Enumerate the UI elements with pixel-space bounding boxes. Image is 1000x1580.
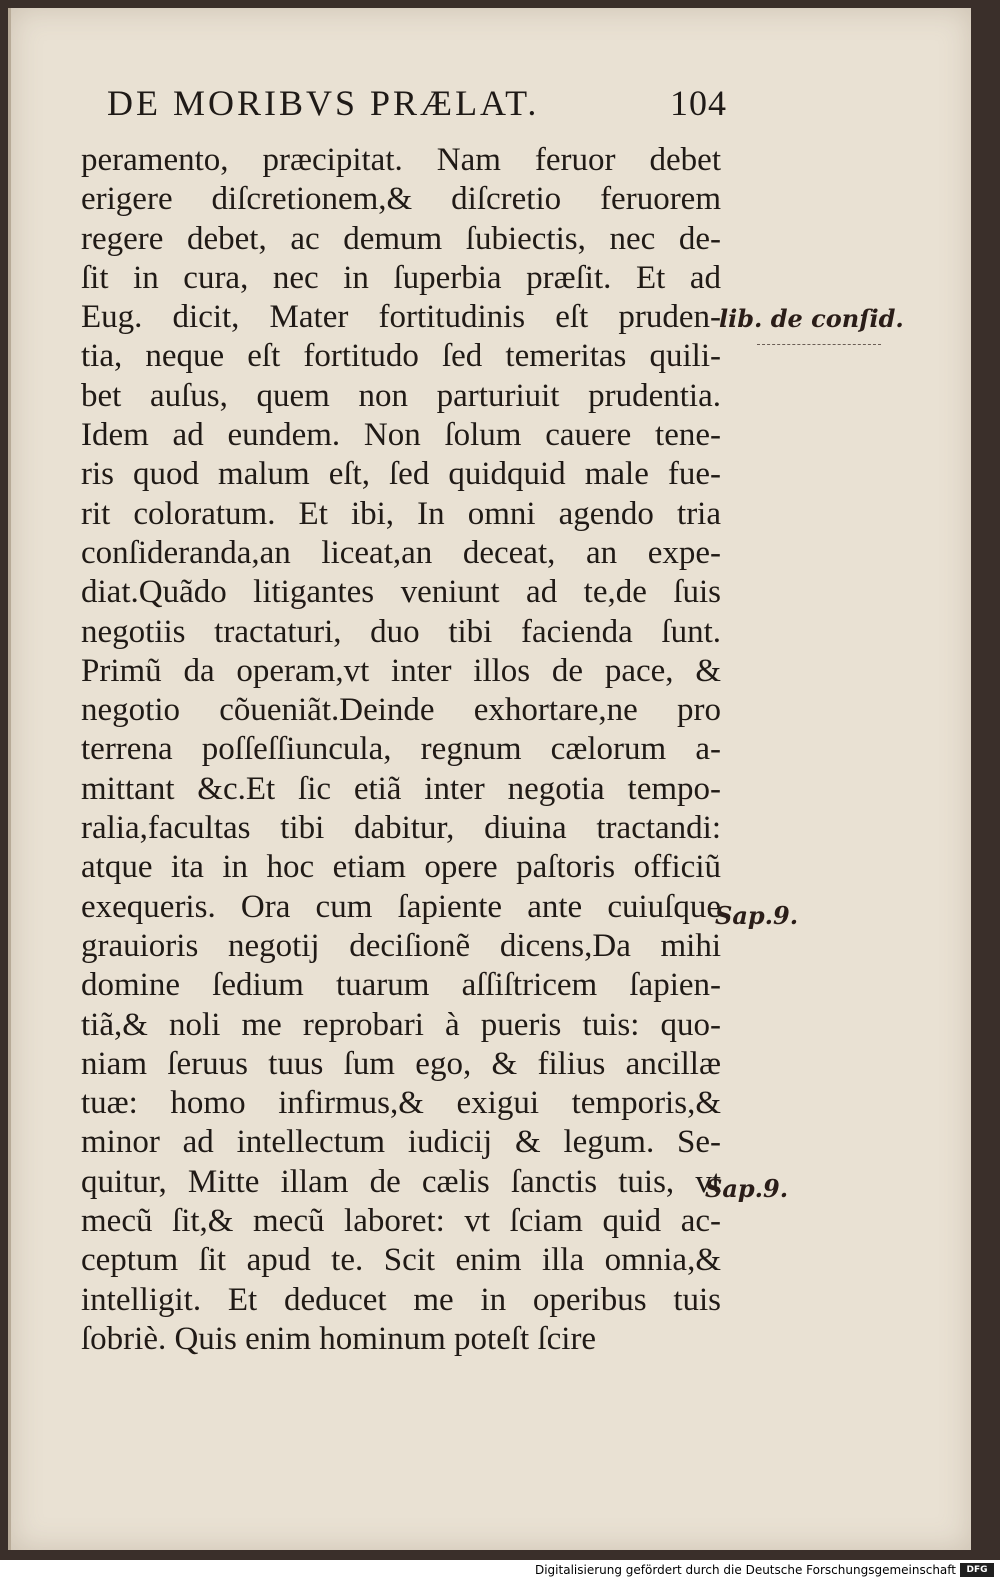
running-title: DE MORIBVS PRÆLAT. <box>107 83 540 123</box>
text-line: peramento, præcipitat. Nam feruor debet <box>81 142 721 178</box>
dfg-logo: DFG <box>960 1563 994 1577</box>
margin-note-sap-9-b: Sap.9. <box>705 1174 789 1203</box>
text-line: ris quod malum eſt, ſed quidquid male fue- <box>81 456 721 493</box>
text-line: ralia,facultas tibi dabitur, diuina tractandi: <box>81 810 721 847</box>
text-line: niam ſeruus tuus ſum ego, & filius ancillæ <box>81 1045 721 1082</box>
text-line: mecũ ſit,& mecũ laboret: vt ſciam quid ac- <box>81 1203 721 1240</box>
text-line: terrena poſſeſſiuncula, regnum cælorum a- <box>81 731 721 768</box>
text-line: Eug. dicit, Mater fortitudinis eſt pruden- <box>81 299 721 336</box>
text-line: minor ad intellectum iudicij & legum. Se- <box>81 1124 721 1161</box>
text-line: Idem ad eundem. Non ſolum cauere tene- <box>81 417 721 454</box>
text-line: intelligit. Et deducet me in operibus tuis <box>81 1281 721 1318</box>
text-line: diat.Quãdo litigantes veniunt ad te,de ſuis <box>81 574 721 611</box>
margin-note-lib-de-consid: lib. de conſid. <box>719 304 904 333</box>
text-line: Primũ da operam,vt inter illos de pace, & <box>81 652 721 689</box>
text-line: atque ita in hoc etiam opere paſtoris officiũ <box>81 849 721 886</box>
text-line: exequeris. Ora cum ſapiente ante cuiuſque <box>81 888 721 925</box>
text-line: ceptum ſit apud te. Scit enim illa omnia,& <box>81 1242 721 1279</box>
text-line: negotio cõueniãt.Deinde exhortare,ne pro <box>81 692 721 729</box>
book-page <box>8 8 971 1550</box>
text-line: ſobriè. Quis enim hominum poteſt ſcire <box>81 1320 597 1357</box>
text-line: regere debet, ac demum ſubiectis, nec de- <box>81 220 721 257</box>
text-line: tia, neque eſt fortitudo ſed temeritas quili- <box>81 338 721 375</box>
text-line: negotiis tractaturi, duo tibi facienda ſunt. <box>81 613 721 650</box>
text-line: rit coloratum. Et ibi, In omni agendo tria <box>81 495 721 532</box>
text-line: bet auſus, quem non parturiuit prudentia. <box>81 377 721 414</box>
text-line: domine ſedium tuarum aſſiſtricem ſapien- <box>81 967 721 1004</box>
text-line: quitur, Mitte illam de cælis ſanctis tuis, vt <box>81 1163 721 1200</box>
text-line: tuæ: homo infirmus,& exigui temporis,& <box>81 1085 721 1122</box>
text-line: erigere diſcretionem,& diſcretio feruorem <box>81 181 721 218</box>
footer-credit: Digitalisierung gefördert durch die Deutsche Forschungsgemeinschaft <box>534 1563 956 1577</box>
margin-note-sap-9-a: Sap.9. <box>715 901 799 930</box>
text-line: mittant &c.Et ſic etiã inter negotia tempo- <box>81 770 721 807</box>
text-line: grauioris negotij deciſionẽ dicens,Da mihi <box>81 927 721 964</box>
body-text <box>81 141 721 1359</box>
digitization-footer <box>0 1560 1000 1580</box>
text-line: conſideranda,an liceat,an deceat, an expe- <box>81 534 721 571</box>
text-line: ſit in cura, nec in ſuperbia præſit. Et ad <box>81 259 721 296</box>
folio-number: 104 <box>670 83 727 123</box>
running-header <box>107 82 727 132</box>
text-line: tiã,& noli me reprobari à pueris tuis: quo- <box>81 1006 721 1043</box>
margin-note-underline <box>757 344 881 345</box>
